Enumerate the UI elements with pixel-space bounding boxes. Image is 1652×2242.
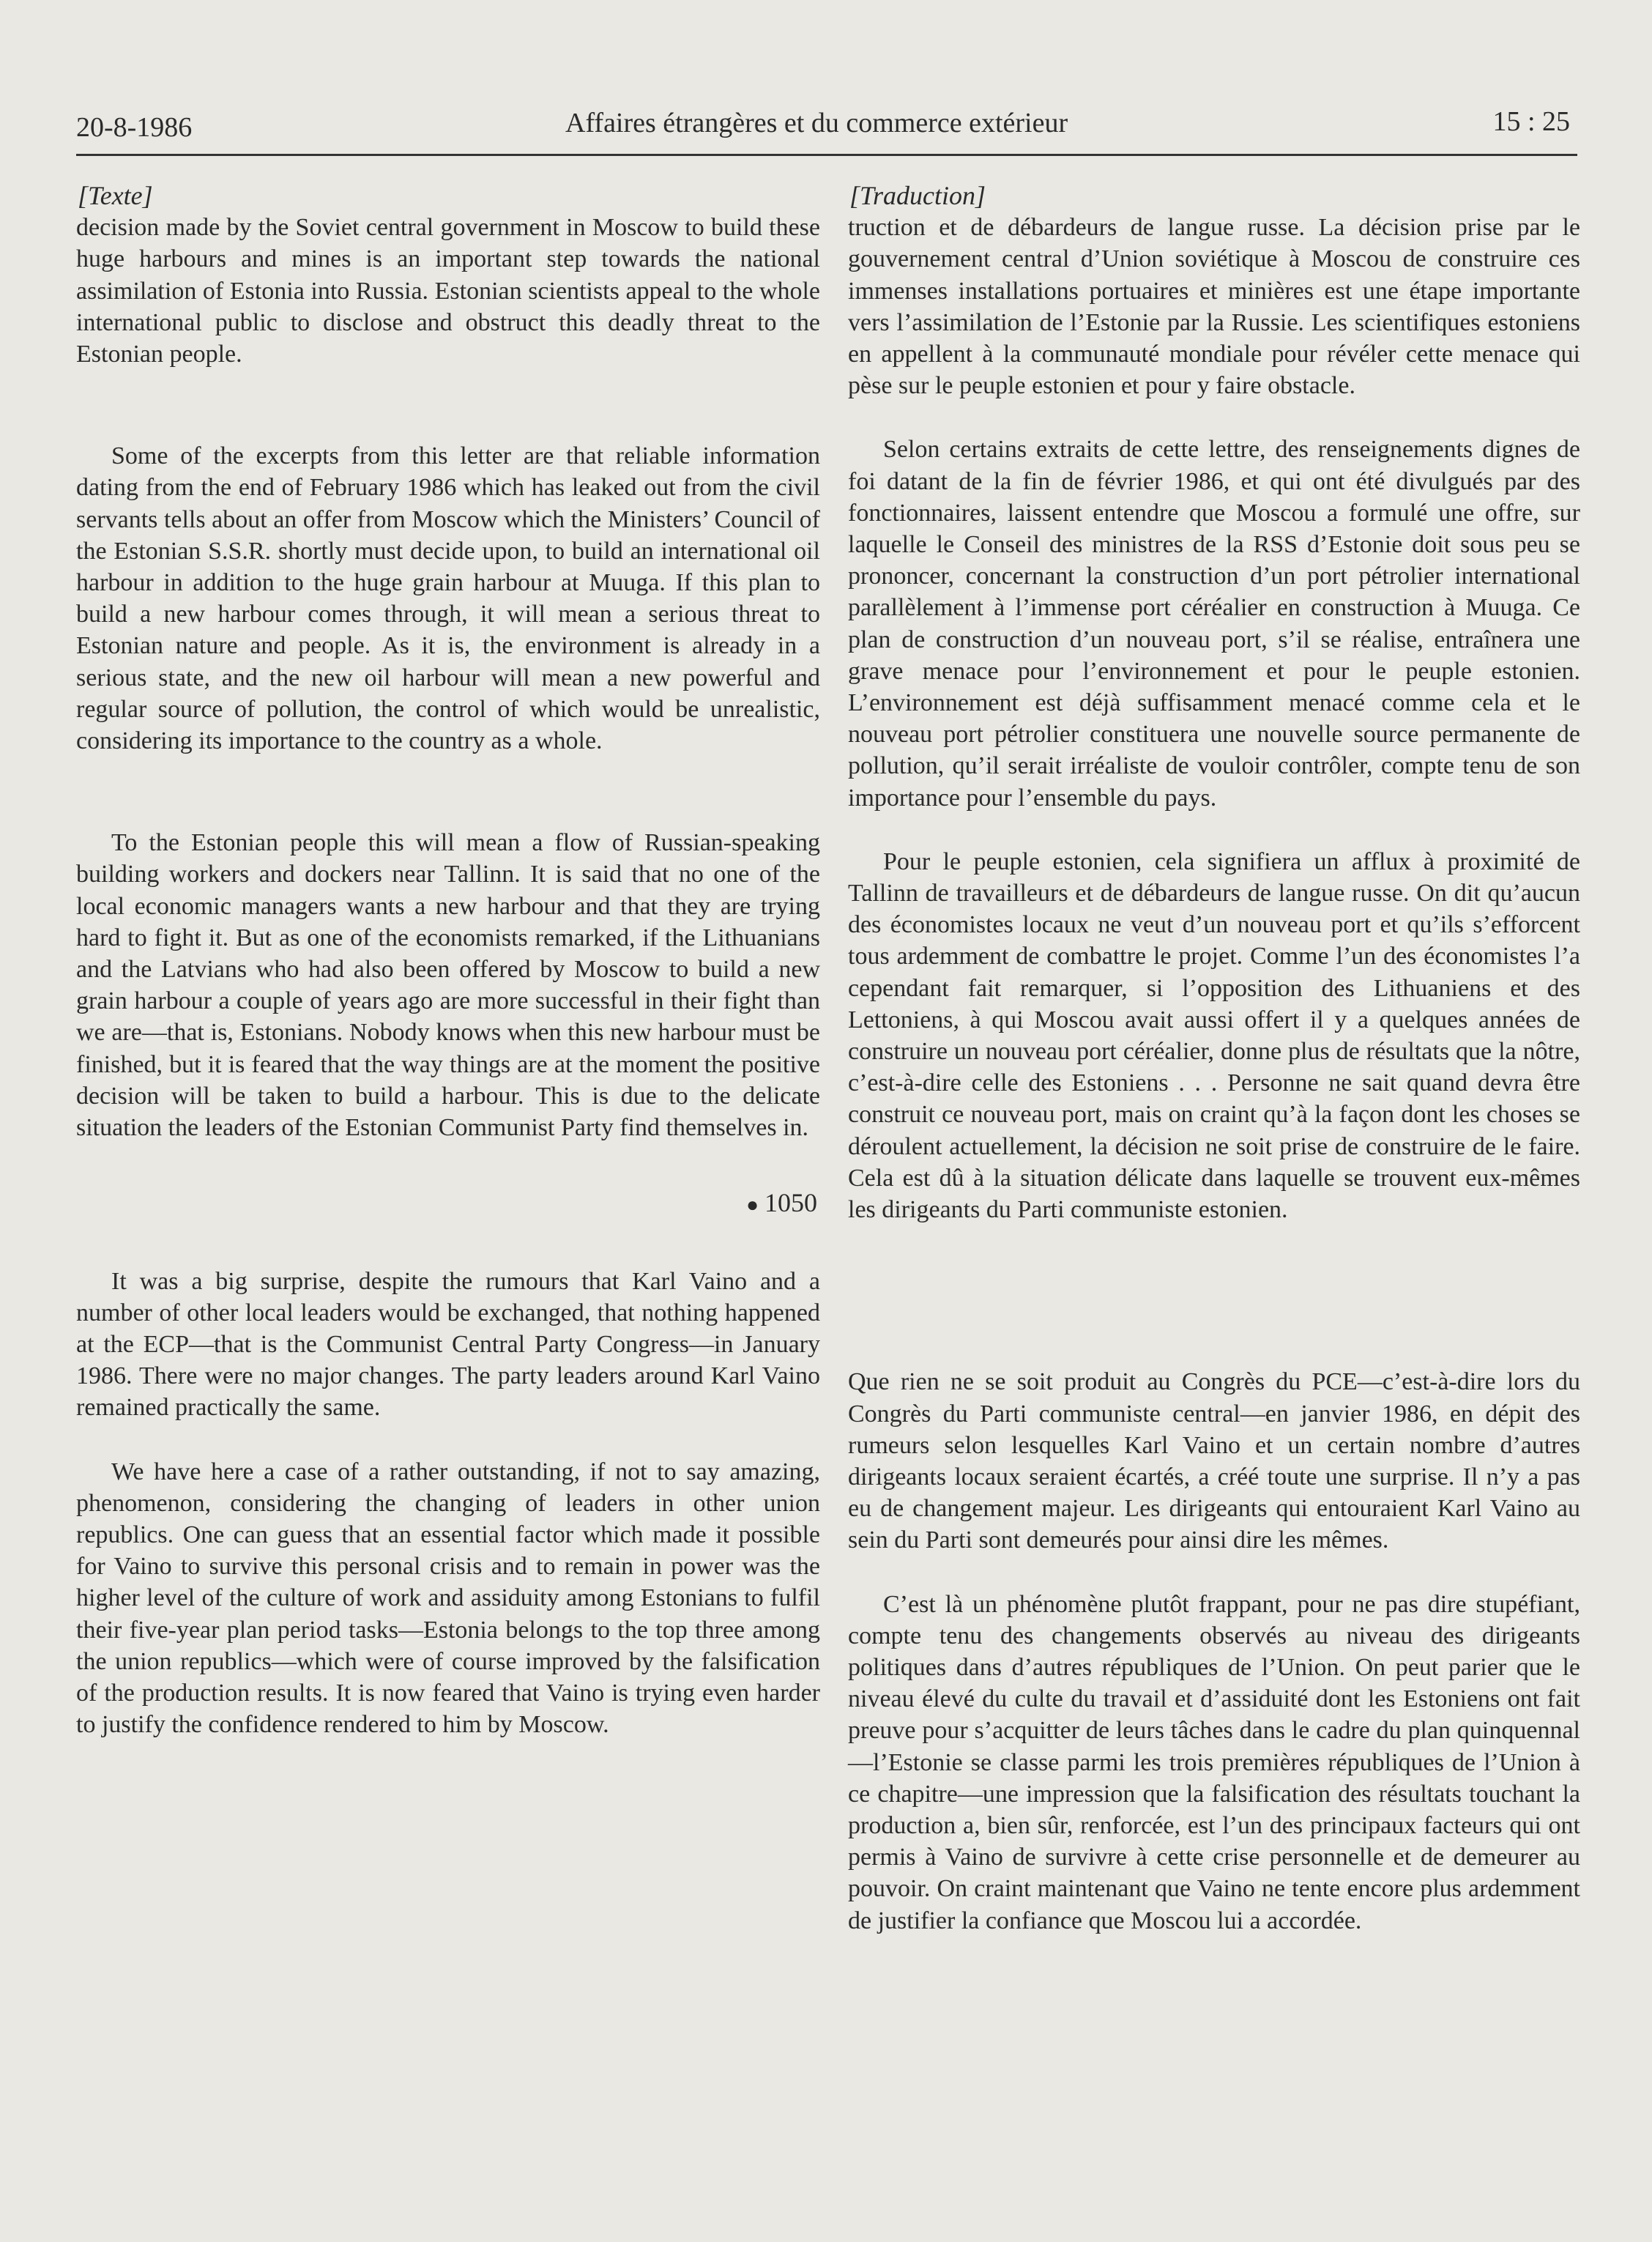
left-column-english bbox=[76, 180, 820, 1740]
column-label-texte: [Texte] bbox=[78, 181, 153, 210]
header-page-number: 15 : 25 bbox=[1492, 106, 1570, 137]
header-date: 20-8-1986 bbox=[76, 112, 193, 143]
paragraph: Pour le peuple estonien, cela signifiera un afflux à proximité de Tallinn de travailleurs et de débardeurs de langue russe. On dit qu’aucun des économistes locaux ne veut d’un nouveau port et qu’ils s’efforcent tous ardemment de combattre le projet. Comme l’un des économistes l’a cependant fait remarquer, si l’opposition des Lithuaniens et des Lettoniens, à qui Moscou avait aussi offert il y a quelques années de construire un nouveau port céréalier, donne plus de résultats que la nôtre, c’est-à-dire celle des Estoniens . . . Personne ne sait quand devra être construit ce nouveau port, mais on craint qu’à la façon dont les choses se déroulent actuellement, la décision ne soit prise de construire de le faire. Cela est dû à la situation délicate dans laquelle se trouvent eux-mêmes les dirigeants du Parti communiste estonien. bbox=[848, 847, 1580, 1224]
paragraph: To the Estonian people this will mean a flow of Russian-speaking building workers and dockers near Tallinn. It is said that no one of the local economic managers wants a new harbour and that they are trying hard to fight it. But as one of the economists remarked, if the Lithuanians and the Latvians who had also been offered by Moscow to build a new grain harbour a couple of years ago are more successful in their fight than we are—that is, Estonians. Nobody knows when this new harbour must be finished, but it is feared that the way things are at the moment the positive decision will be taken to build a harbour. This is due to the delicate situation the leaders of the Estonian Communist Party find themselves in. bbox=[76, 829, 820, 1142]
paragraph: C’est là un phénomène plutôt frappant, pour ne pas dire stupéfiant, compte tenu des changements observés au niveau des dirigeants politiques dans d’autres républiques de l’Union. On peut parier que le niveau élevé du culte du travail et d’assiduité dont les Estoniens ont fait preuve pour s’acquitter de leurs tâches dans le cadre du plan quinquennal—l’Estonie se classe parmi les trois premières républiques de l’Union à ce chapitre—une impression que la falsification des résultats touchant la production a, bien sûr, renforcée, est l’un des principaux facteurs qui ont permis à Vaino de survivre à cette crise personnelle et de demeurer au pouvoir. On craint maintenant que Vaino ne tente encore plus ardemment de justifier la confiance que Moscou lui a accordée. bbox=[848, 1590, 1580, 1934]
page-header bbox=[76, 103, 1577, 156]
paragraph: Selon certains extraits de cette lettre, des renseignements dignes de foi datant de la fin de février 1986, et qui ont été divulgués par des fonctionnaires, laissent entendre que Moscou a formulé une offre, sur laquelle le Conseil des ministres de la RSS d’Estonie doit sous peu se prononcer, concernant la construction d’un port pétrolier international parallèlement à l’immense port céréalier en construction à Muuga. Ce plan de construction d’un nouveau port, s’il se réalise, entraînera une grave menace pour l’environnement et pour le peuple estonien. L’environnement est déjà suffisamment menacé comme cela et le nouveau port pétrolier constituera une nouvelle source permanente de pollution, qu’il serait irréaliste de vouloir contrôler, compte tenu de son importance pour l’ensemble du pays. bbox=[848, 436, 1580, 812]
paragraph: Que rien ne se soit produit au Congrès du PCE—c’est-à-dire lors du Congrès du Parti communiste central—en janvier 1986, en dépit des rumeurs selon lesquelles Karl Vaino et un certain nombre d’autres dirigeants locaux seraient écartés, a créé toute une surprise. Il n’y a pas eu de changement majeur. Les dirigeants qui entouraient Karl Vaino au sein du Parti sont demeurés pour ainsi dire les mêmes. bbox=[848, 1368, 1580, 1554]
paragraph: It was a big surprise, despite the rumours that Karl Vaino and a number of other local leaders would be exchanged, that nothing happened at the ECP—that is the Communist Central Party Congress—in January 1986. There were no major changes. The party leaders around Karl Vaino remained practically the same. bbox=[76, 1267, 820, 1422]
bullet-icon: ● bbox=[746, 1194, 759, 1217]
paragraph: decision made by the Soviet central government in Moscow to build these huge harbours and mines is an important step towards the national assimilation of Estonia into Russia. Estonian scientists appeal to the whole international public to disclose and obstruct this deadly threat to the Estonian people. bbox=[76, 214, 820, 368]
column-label-traduction: [Traduction] bbox=[849, 181, 986, 210]
page-marker-number: 1050 bbox=[764, 1188, 817, 1218]
paragraph: Some of the excerpts from this letter are that reliable information dating from the end of February 1986 which has leaked out from the civil servants tells about an offer from Moscow which the Ministers’ Council of the Estonian S.S.R. shortly must decide upon, to build an international oil harbour in addition to the huge grain harbour at Muuga. If this plan to build a new harbour comes through, it will mean a serious threat to Estonian nature and people. As it is, the environment is already in a serious state, and the new oil harbour will mean a new powerful and regular source of pollution, the control of which would be unrealistic, considering its importance to the country as a whole. bbox=[76, 442, 820, 755]
header-title: Affaires étrangères et du commerce extérieur bbox=[565, 108, 1068, 138]
right-column-french bbox=[848, 180, 1580, 1937]
paragraph: We have here a case of a rather outstanding, if not to say amazing, phenomenon, considering the changing of leaders in other union republics. One can guess that an essential factor which made it possible for Vaino to survive this personal crisis and to remain in power was the higher level of the culture of work and assiduity among Estonians to fulfil their five-year plan period tasks—Estonia belongs to the top three among the union republics—which were of course improved by the falsification of the production results. It is now feared that Vaino is trying even harder to justify the confidence rendered to him by Moscow. bbox=[76, 1458, 820, 1739]
page-marker bbox=[76, 1187, 820, 1221]
paragraph: truction et de débardeurs de langue russe. La décision prise par le gouvernement central d’Union soviétique à Moscou de construire ces immenses installations portuaires et minières est une étape importante vers l’assimilation de l’Estonie par la Russie. Les scientifiques estoniens en appellent à la communauté mondiale pour révéler cette menace qui pèse sur le peuple estonien et pour y faire obstacle. bbox=[848, 214, 1580, 400]
